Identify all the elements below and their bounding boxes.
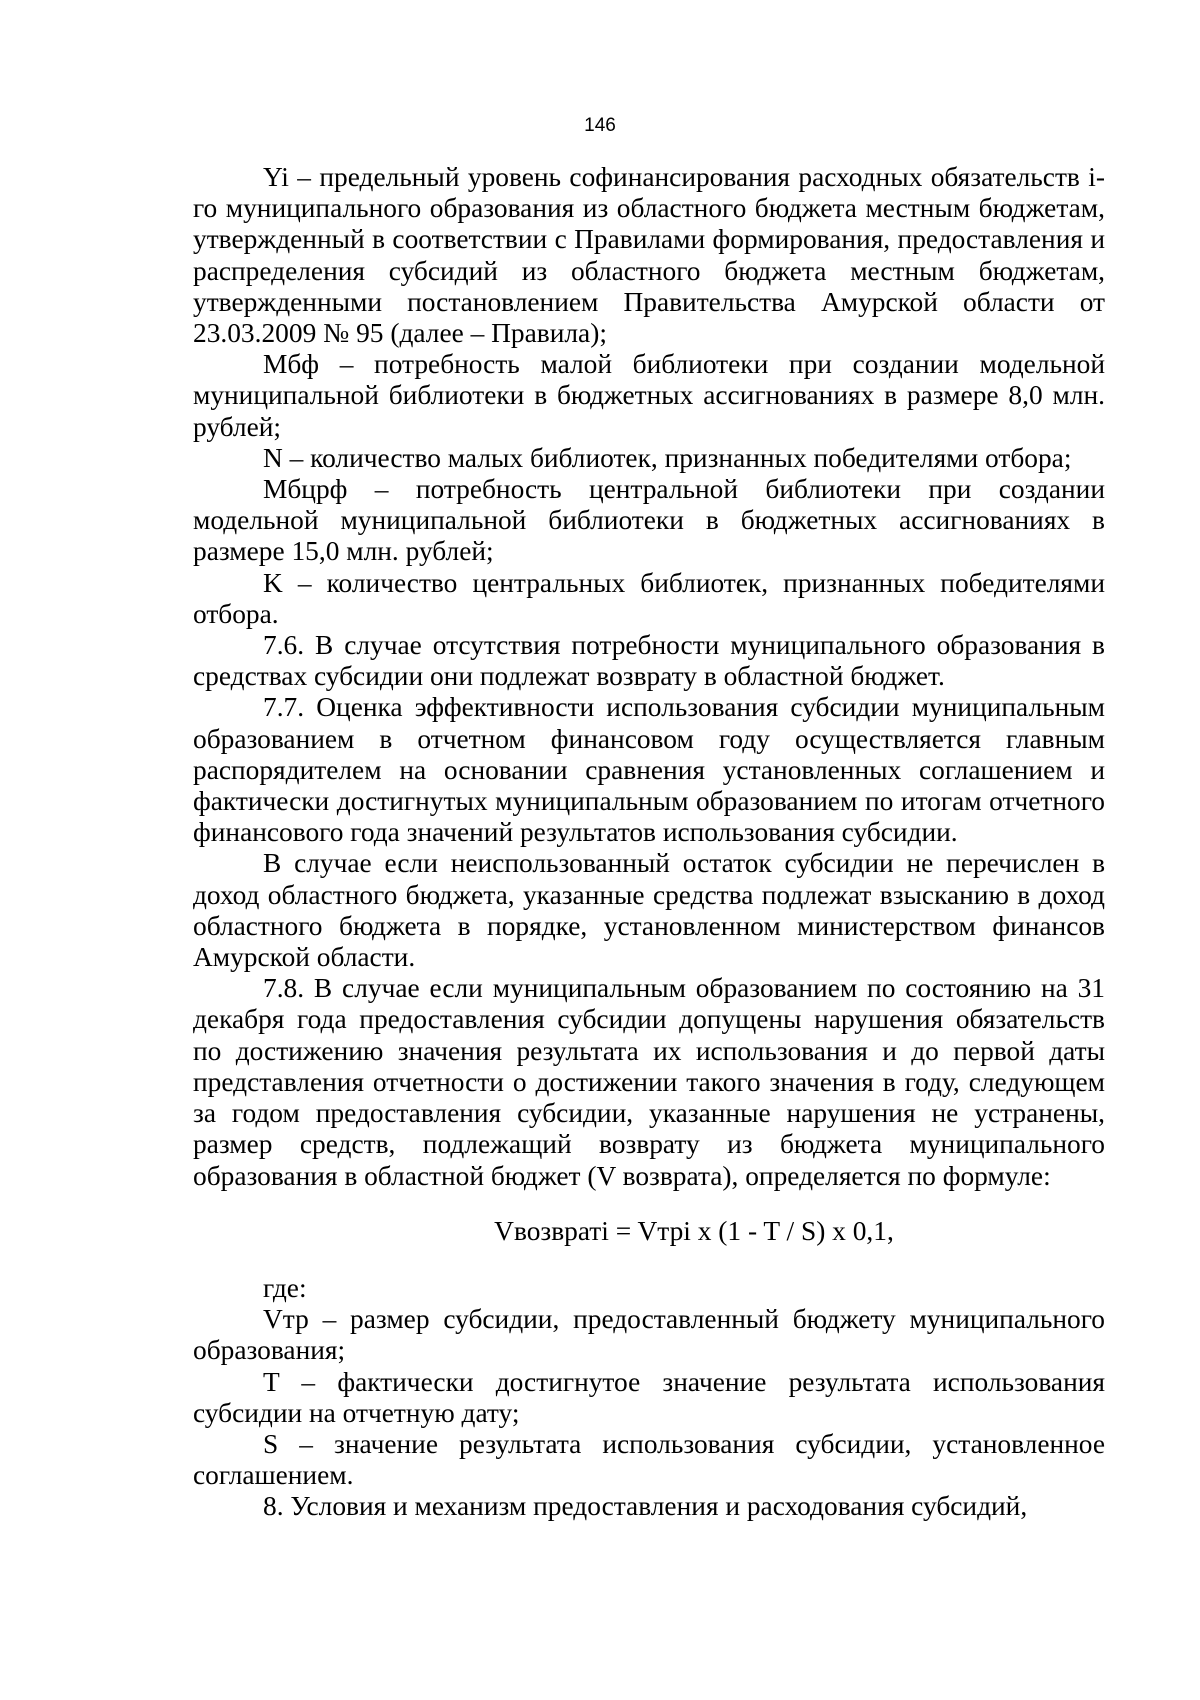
where-label: где:	[263, 1272, 307, 1303]
definition-t: T – фактически достигнутое значение результата использования субсидии на отчетную дату;	[193, 1366, 1105, 1428]
clause-7-7: 7.7. Оценка эффективности использования субсидии муниципальным образованием в отчетном финансовом году осуществляется главным распорядителем на основании сравнения установленных соглашением и фактически достигнутых муниципальным образованием по итогам отчетного финансового года значений результатов использования субсидии.	[193, 692, 1105, 848]
definition-mbf: Мбф – потребность малой библиотеки при создании модельной муниципальной библиотеки в бюджетных ассигнованиях в размере 8,0 млн. рублей;	[193, 349, 1105, 442]
refund-formula: Vвозвратi = Vтрi x (1 - T / S) x 0,1,	[494, 1215, 894, 1246]
page-number: 146	[584, 115, 616, 136]
definition-vtr: Vтр – размер субсидии, предоставленный бюджету муниципального образования;	[193, 1304, 1105, 1366]
clause-7-7-continued: В случае если неиспользованный остаток субсидии не перечислен в доход областного бюджета, указанные средства подлежат взысканию в доход областного бюджета в порядке, установленном министерством финансов Амурской области.	[193, 848, 1105, 973]
document-body	[193, 162, 1105, 1523]
definition-yi: Yi – предельный уровень софинансирования расходных обязательств i-го муниципального образования из областного бюджета местным бюджетам, утвержденный в соответствии с Правилами формирования, предоставления и распределения субсидий из областного бюджета местным бюджетам, утвержденными постановлением Правительства Амурской области от 23.03.2009 № 95 (далее – Правила);	[193, 162, 1105, 349]
definition-mbcrf: Мбцрф – потребность центральной библиотеки при создании модельной муниципальной библиотеки в бюджетных ассигнованиях в размере 15,0 млн. рублей;	[193, 474, 1105, 567]
definition-n: N – количество малых библиотек, признанных победителями отбора;	[263, 442, 1072, 473]
clause-8-heading: 8. Условия и механизм предоставления и расходования субсидий,	[263, 1491, 1028, 1522]
clause-7-6: 7.6. В случае отсутствия потребности муниципального образования в средствах субсидии они подлежат возврату в областной бюджет.	[193, 630, 1105, 692]
definition-s: S – значение результата использования субсидии, установленное соглашением.	[193, 1428, 1105, 1491]
clause-7-8: 7.8. В случае если муниципальным образованием по состоянию на 31 декабря года предоставления субсидии допущены нарушения обязательств по достижению значения результата их использования и до первой даты представления отчетности о достижении такого значения в году, следующем за годом предоставления субсидии, указанные нарушения не устранены, размер средств, подлежащий возврату из бюджета муниципального образования в областной бюджет (V возврата), определяется по формуле:	[193, 973, 1105, 1191]
definition-k: K – количество центральных библиотек, признанных победителями отбора.	[193, 567, 1105, 629]
